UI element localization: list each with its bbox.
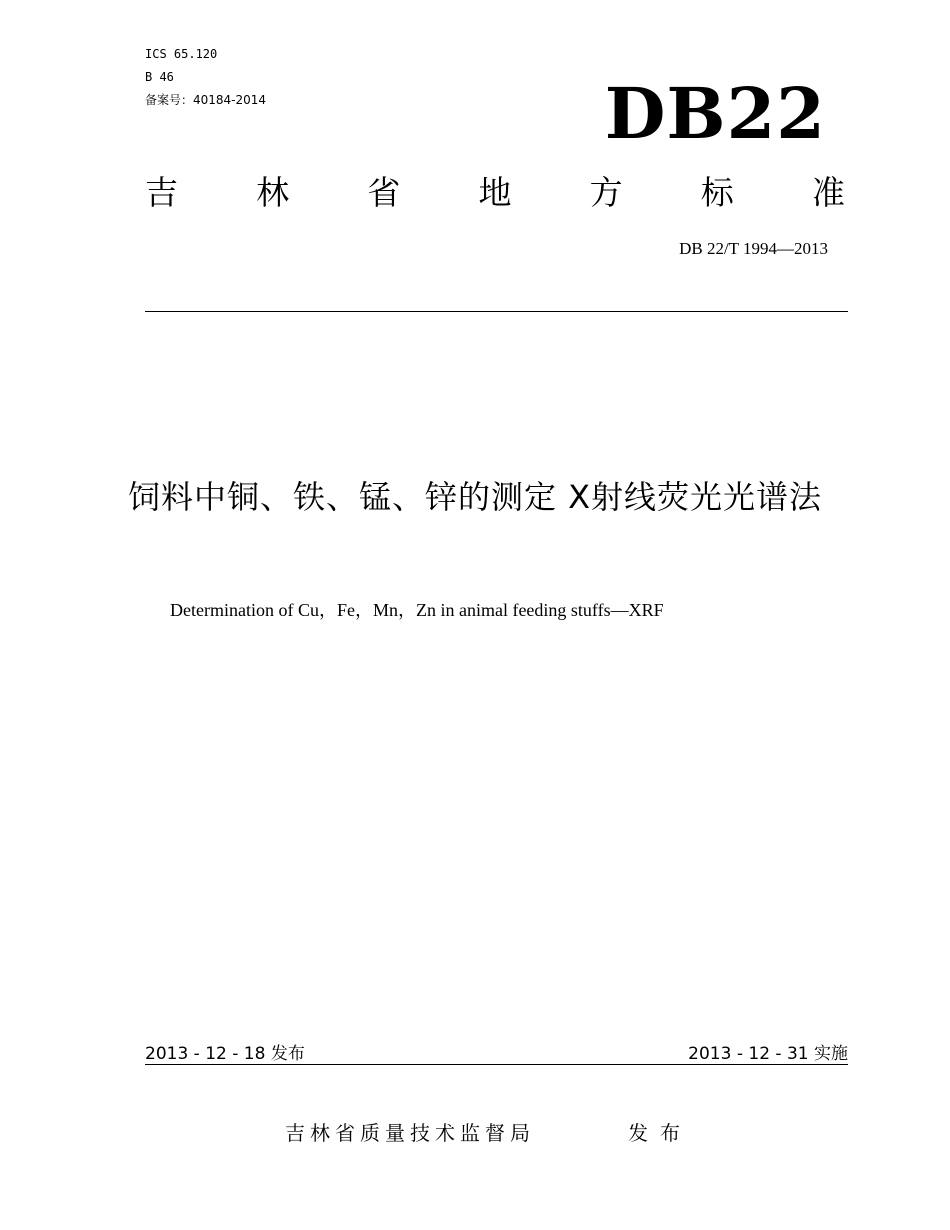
top-divider: [145, 311, 848, 312]
publisher-name: 吉林省质量技术监督局: [285, 1121, 535, 1145]
record-number: 备案号：40184-2014: [145, 93, 267, 107]
document-title-english: Determination of Cu，Fe，Mn，Zn in animal feeding stuffs—XRF: [170, 600, 664, 620]
document-title-chinese: 饲料中铜、铁、锰、锌的测定 X射线荧光光谱法: [127, 478, 823, 516]
classification-code: B 46: [145, 70, 174, 84]
db22-logo: DB22: [604, 72, 826, 155]
standard-type-char: 方: [589, 173, 623, 212]
standard-type-char: 地: [478, 173, 512, 212]
standard-type-heading: [145, 172, 845, 214]
bottom-divider: [145, 1064, 848, 1065]
standard-type-char: 吉: [145, 173, 178, 212]
standard-number: DB 22/T 1994—2013: [679, 239, 828, 258]
standard-type-char: 准: [811, 173, 845, 212]
ics-code: ICS 65.120: [145, 47, 218, 61]
standard-type-char: 省: [367, 173, 401, 212]
publish-label: 发布: [628, 1121, 692, 1145]
issue-date: 2013 - 12 - 18 发布: [145, 1044, 305, 1064]
standard-type-char: 林: [256, 173, 290, 212]
standard-type-char: 标: [700, 173, 734, 212]
implementation-date: 2013 - 12 - 31 实施: [688, 1044, 848, 1064]
